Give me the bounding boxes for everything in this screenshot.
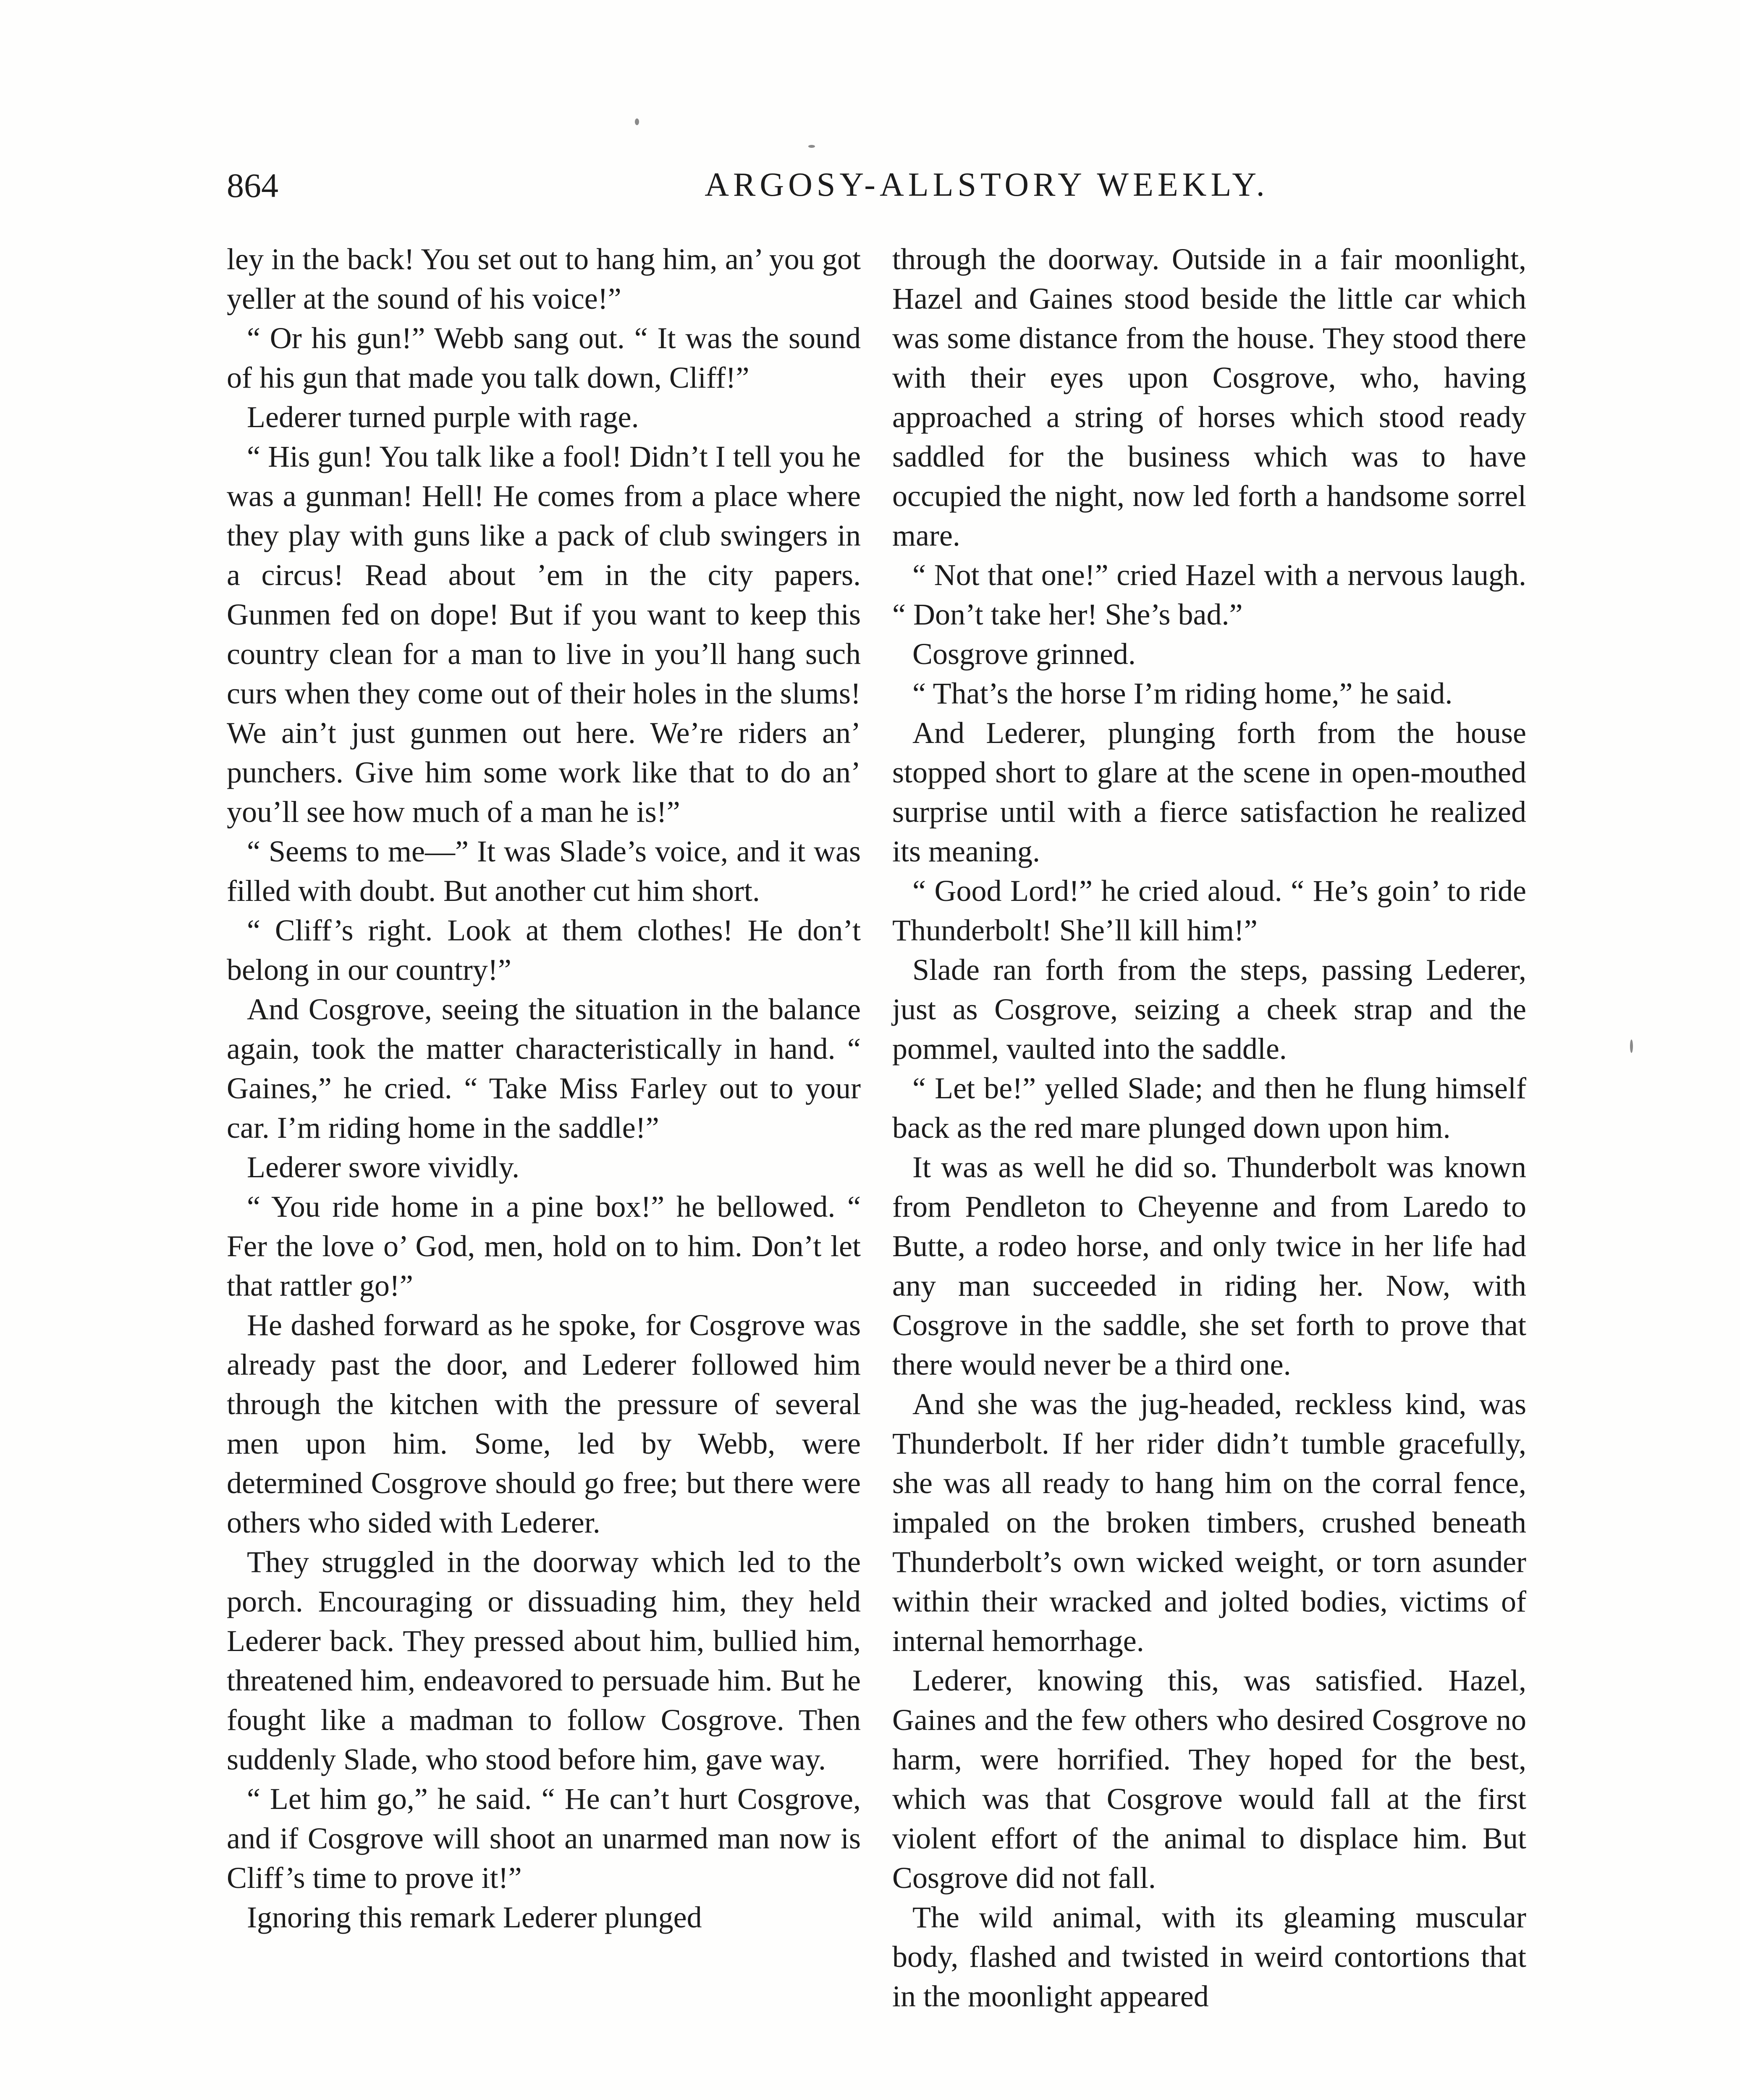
- paragraph: Lederer, knowing this, was satisfied. Hazel, Gaines and the few others who desired Cosgrove no harm, were horrified. They hoped for the best, which was that Cosgrove would fall at the first violent effort of the animal to displace him. But Cosgrove did not fall.: [892, 1664, 1526, 1895]
- paragraph: And Lederer, plunging forth from the house stopped short to glare at the scene in open-mouthed surprise until with a fierce satisfaction he realized its meaning.: [892, 716, 1526, 868]
- paragraph: He dashed forward as he spoke, for Cosgrove was already past the door, and Lederer followed him through the kitchen with the pressure of several men upon him. Some, led by Webb, were determined Cosgrove should go free; but there were others who sided with Lederer.: [227, 1308, 861, 1539]
- paragraph: They struggled in the doorway which led to the porch. Encouraging or dissuading him, they held Lederer back. They pressed about him, bullied him, threatened him, endeavored to persuade him. But he fought like a madman to follow Cosgrove. Then suddenly Slade, who stood before him, gave way.: [227, 1545, 861, 1776]
- paragraph: It was as well he did so. Thunderbolt was known from Pendleton to Cheyenne and from Laredo to Butte, a rodeo horse, and only twice in her life had any man succeeded in riding her. Now, with Cosgrove in the saddle, she set forth to prove that there would never be a third one.: [892, 1150, 1526, 1381]
- ink-speck: [635, 118, 639, 125]
- right-text-column: [892, 239, 1526, 2016]
- left-text-column: [227, 239, 861, 1937]
- paragraph: The wild animal, with its gleaming muscular body, flashed and twisted in weird contortions that in the moonlight appeared: [892, 1900, 1526, 2013]
- paragraph: And Cosgrove, seeing the situation in the balance again, took the matter characteristically in hand. “ Gaines,” he cried. “ Take Miss Farley out to your car. I’m riding home in the saddle!”: [227, 992, 861, 1144]
- paragraph: through the doorway. Outside in a fair moonlight, Hazel and Gaines stood beside the little car which was some distance from the house. They stood there with their eyes upon Cosgrove, who, having approached a string of horses which stood ready saddled for the business which was to have occupied the night, now led forth a handsome sorrel mare.: [892, 242, 1526, 552]
- paragraph: And she was the jug-headed, reckless kind, was Thunderbolt. If her rider didn’t tumble gracefully, she was all ready to hang him on the corral fence, impaled on the broken timbers, crushed beneath Thunderbolt’s own wicked weight, or torn asunder within their wracked and jolted bodies, victims of internal hemorrhage.: [892, 1387, 1526, 1658]
- page-number: 864: [227, 166, 278, 205]
- paragraph: ley in the back! You set out to hang him, an’ you got yeller at the sound of his voice!”: [227, 242, 861, 315]
- paragraph: “ His gun! You talk like a fool! Didn’t I tell you he was a gunman! Hell! He comes from a place where they play with guns like a pack of club swingers in a circus! Read about ’em in the city papers. Gunmen fed on dope! But if you want to keep this country clean for a man to live in you’ll hang such curs when they come out of their holes in the slums! We ain’t just gunmen out here. We’re riders an’ punchers. Give him some work like that to do an’ you’ll see how much of a man he is!”: [227, 440, 861, 829]
- paragraph: “ Good Lord!” he cried aloud. “ He’s goin’ to ride Thunderbolt! She’ll kill him!”: [892, 874, 1526, 947]
- paragraph: “ Not that one!” cried Hazel with a nervous laugh. “ Don’t take her! She’s bad.”: [892, 558, 1526, 631]
- paragraph: “ You ride home in a pine box!” he bellowed. “ Fer the love o’ God, men, hold on to him. Don’t let that rattler go!”: [227, 1190, 861, 1302]
- paragraph: “ Or his gun!” Webb sang out. “ It was the sound of his gun that made you talk down, Cliff!”: [227, 321, 861, 394]
- paragraph: Ignoring this remark Lederer plunged: [247, 1900, 702, 1934]
- paragraph: “ That’s the horse I’m riding home,” he said.: [912, 677, 1453, 710]
- paragraph: “ Seems to me—” It was Slade’s voice, and it was filled with doubt. But another cut him short.: [227, 835, 861, 908]
- paragraph: “ Cliff’s right. Look at them clothes! He don’t belong in our country!”: [227, 914, 861, 987]
- running-title: ARGOSY-ALLSTORY WEEKLY.: [705, 166, 1269, 203]
- page-header: [227, 166, 1583, 220]
- paragraph: Lederer swore vividly.: [247, 1150, 520, 1184]
- ink-speck: [1630, 1040, 1633, 1053]
- paragraph: Lederer turned purple with rage.: [247, 400, 639, 434]
- paragraph: Slade ran forth from the steps, passing Lederer, just as Cosgrove, seizing a cheek strap and the pommel, vaulted into the saddle.: [892, 953, 1526, 1066]
- paragraph: “ Let him go,” he said. “ He can’t hurt Cosgrove, and if Cosgrove will shoot an unarmed man now is Cliff’s time to prove it!”: [227, 1782, 861, 1895]
- paragraph: Cosgrove grinned.: [912, 637, 1136, 671]
- paragraph: “ Let be!” yelled Slade; and then he flung himself back as the red mare plunged down upon him.: [892, 1071, 1526, 1144]
- ink-speck: [808, 145, 815, 148]
